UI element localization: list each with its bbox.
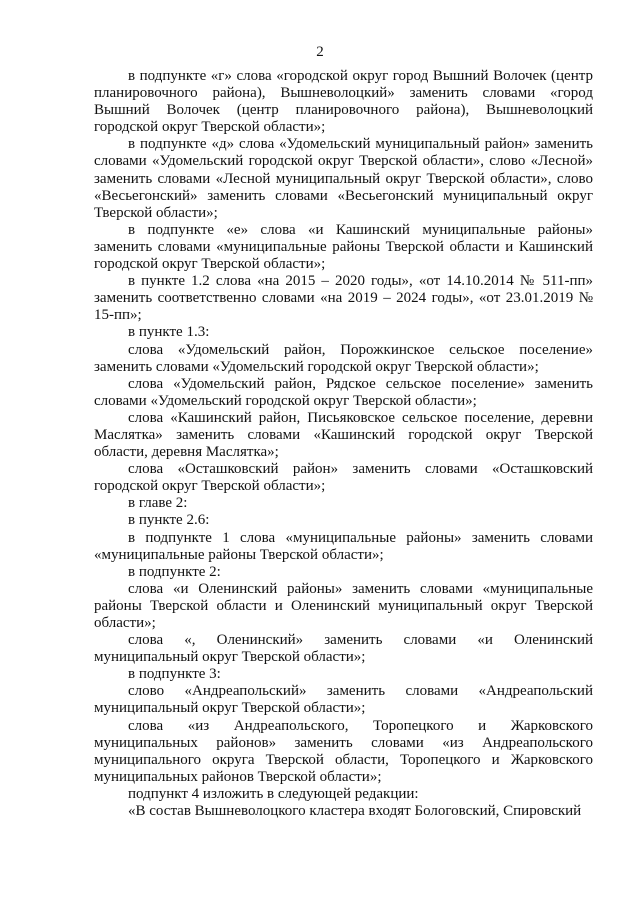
paragraph: в подпункте 1 слова «муниципальные районы» заменить словами «муниципальные районы Тверской области»; <box>94 529 593 563</box>
paragraph: слова «Осташковский район» заменить словами «Осташковский городской округ Тверской области»; <box>94 461 593 495</box>
paragraph: слова «из Андреапольского, Торопецкого и Жарковского муниципальных районов» заменить словами «из Андреапольского муниципального округа Тверской области, Торопецкого и Жарковского муниципальных районов Тверской области»; <box>94 717 593 785</box>
paragraph: подпункт 4 изложить в следующей редакции: <box>128 785 419 802</box>
paragraph: в подпункте 2: <box>128 563 221 580</box>
paragraph: слова «Кашинский район, Письяковское сельское поселение, деревни Маслятка» заменить словами «Кашинский городской округ Тверской области, деревня Маслятка»; <box>94 409 593 461</box>
paragraph: в пункте 2.6: <box>128 512 210 529</box>
paragraph: слова «Удомельский район, Рядское сельское поселение» заменить словами «Удомельский городской округ Тверской области»; <box>94 375 593 409</box>
paragraph: в пункте 1.3: <box>128 324 210 341</box>
paragraph: в подпункте «д» слова «Удомельский муниципальный район» заменить словами «Удомельский городской округ Тверской области», слово «Лесной» заменить словами «Лесной муниципальный округ Тверской области», слово «Весьегонский» заменить словами «Весьегонский муниципальный округ Тверской области»; <box>94 136 593 221</box>
paragraph: в подпункте «г» слова «городской округ город Вышний Волочек (центр планировочного района), Вышневолоцкий» заменить словами «город Вышний Волочек (центр планировочного района), Вышневолоцкий городской округ Тверской области»; <box>94 68 593 136</box>
paragraph: «В состав Вышневолоцкого кластера входят Бологовский, Спировский <box>128 803 582 820</box>
paragraph: слова «Удомельский район, Порожкинское сельское поселение» заменить словами «Удомельский городской округ Тверской области»; <box>94 341 593 375</box>
document-body <box>94 68 593 820</box>
page-number: 2 <box>316 44 324 60</box>
paragraph: слово «Андреапольский» заменить словами «Андреапольский муниципальный округ Тверской области»; <box>94 683 593 717</box>
paragraph: в главе 2: <box>128 495 188 512</box>
paragraph: в пункте 1.2 слова «на 2015 – 2020 годы», «от 14.10.2014 № 511-пп» заменить соответственно словами «на 2019 – 2024 годы», «от 23.01.2019 № 15-пп»; <box>94 273 593 324</box>
paragraph: слова «и Оленинский районы» заменить словами «муниципальные районы Тверской области и Оленинский муниципальный округ Тверской области»; <box>94 580 593 631</box>
paragraph: в подпункте «е» слова «и Кашинский муниципальные районы» заменить словами «муниципальные районы Тверской области и Кашинский городской округ Тверской области»; <box>94 221 593 273</box>
paragraph: слова «, Оленинский» заменить словами «и Оленинский муниципальный округ Тверской области»; <box>94 632 593 666</box>
paragraph: в подпункте 3: <box>128 666 221 683</box>
